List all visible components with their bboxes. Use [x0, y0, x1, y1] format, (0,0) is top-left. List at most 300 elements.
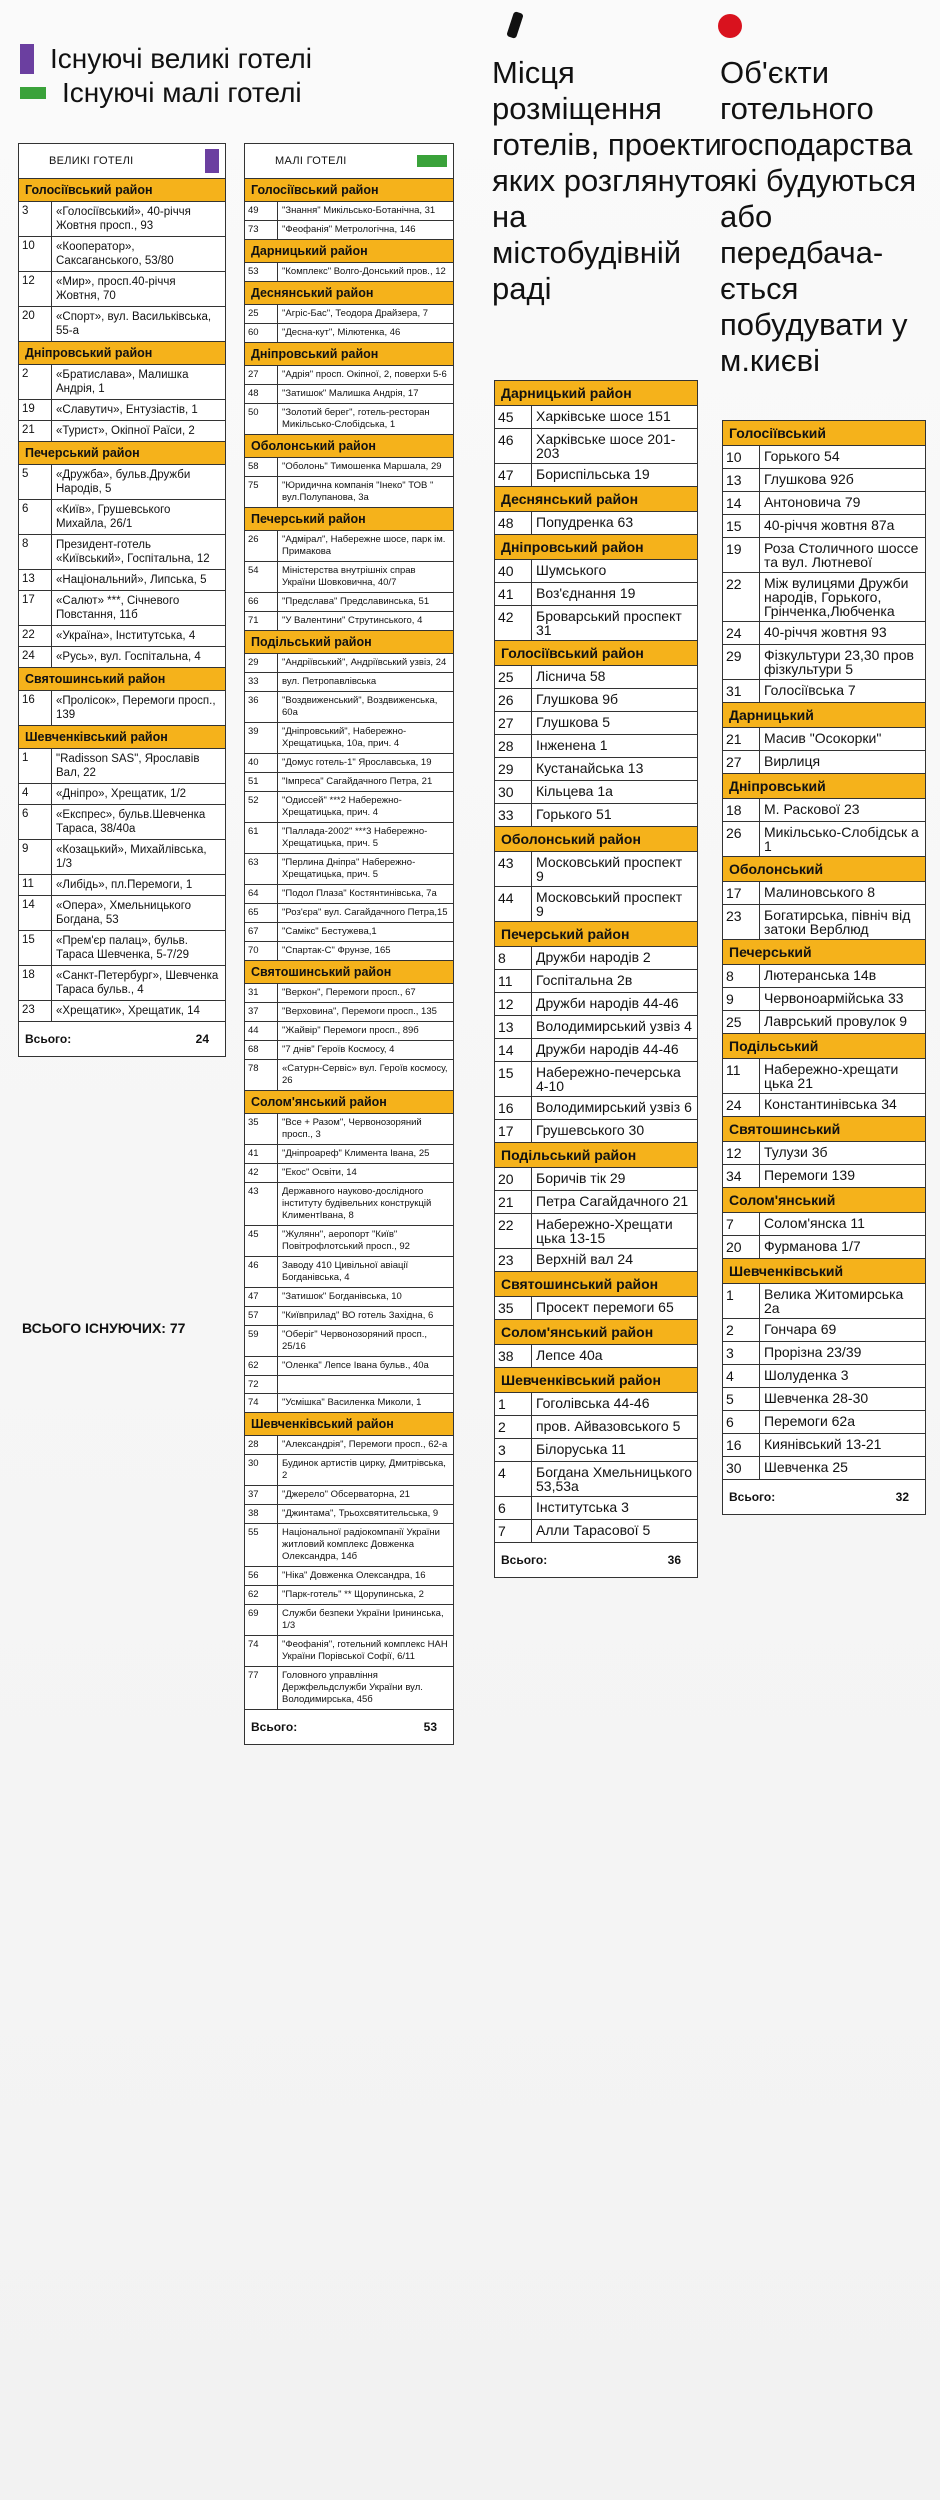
hotel-address: «Либідь», пл.Перемоги, 1 — [56, 879, 193, 891]
legend-small: Існуючі малі готелі — [62, 77, 302, 108]
pin-black-icon — [506, 11, 524, 39]
district-header: Оболонський — [723, 857, 925, 882]
table-row — [19, 805, 225, 840]
hotel-number: 20 — [495, 1168, 532, 1190]
hotel-number: 73 — [245, 221, 278, 239]
hotel-address: Грушевського 30 — [536, 1122, 645, 1138]
hotel-number: 43 — [245, 1183, 278, 1225]
table-row — [723, 1213, 925, 1236]
hotel-number: 65 — [245, 904, 278, 922]
hotel-address: Глушкова 92б — [764, 471, 854, 487]
district-header: Печерський — [723, 940, 925, 965]
hotel-number: 14 — [495, 1039, 532, 1061]
hotel-address: Володимирський узвіз 6 — [536, 1099, 692, 1115]
table-row — [495, 1345, 697, 1368]
table-title: ВЕЛИКІ ГОТЕЛІ — [49, 155, 134, 167]
table-row — [723, 822, 925, 857]
hotel-address: Заводу 410 Цивільної авіації Богданівська, 4 — [282, 1260, 409, 1283]
hotel-number: 16 — [495, 1097, 532, 1119]
table-row — [245, 1636, 453, 1667]
hotel-address: Велика Житомирська 2а — [764, 1286, 904, 1316]
hotel-number: 75 — [245, 477, 278, 507]
building-table — [722, 420, 926, 1515]
total-label: Всього: — [501, 1553, 548, 1567]
table-row — [723, 469, 925, 492]
total-label: Всього: — [729, 1490, 776, 1504]
district-header: Деснянський район — [495, 487, 697, 512]
hotel-address: Перемоги 62а — [764, 1413, 856, 1429]
hotel-address: Микільсько-Слобідськ а 1 — [764, 824, 919, 854]
hotel-address — [278, 1376, 453, 1393]
hotel-number: 48 — [495, 512, 532, 534]
hotel-number: 11 — [495, 970, 532, 992]
hotel-number: 6 — [19, 805, 52, 839]
table-row — [245, 923, 453, 942]
hotel-address: Глушкова 9б — [536, 691, 619, 707]
hotel-address: "Подол Плаза" Костянтинівська, 7а — [282, 888, 437, 899]
table-row — [723, 751, 925, 774]
hotel-address: "Золотий берег", готель-ресторан Микільсько-Слобідська, 1 — [282, 407, 430, 430]
hotel-number: 41 — [245, 1145, 278, 1163]
hotel-address: «Братиславa», Малишка Андрія, 1 — [56, 369, 189, 395]
table-row — [245, 1145, 453, 1164]
hotel-address: «Кооператор», Саксаганського, 53/80 — [56, 241, 174, 267]
hotel-address: «Турист», Окіпної Раїси, 2 — [56, 425, 195, 437]
table-row — [245, 885, 453, 904]
hotel-address: Набережно-Хрещати цька 13-15 — [536, 1216, 673, 1246]
hotel-number: 74 — [245, 1636, 278, 1666]
hotel-number: 53 — [245, 263, 278, 281]
hotel-number: 1 — [19, 749, 52, 783]
hotel-address: М. Раскової 23 — [764, 801, 860, 817]
table-row — [245, 1326, 453, 1357]
hotel-address: «Київ», Грушевського Михайла, 26/1 — [56, 504, 171, 530]
hotel-number: 17 — [19, 591, 52, 625]
table-row — [495, 758, 697, 781]
hotel-number: 30 — [245, 1455, 278, 1485]
table-row — [245, 1524, 453, 1567]
hotel-number: 58 — [245, 458, 278, 476]
hotel-number: 52 — [245, 792, 278, 822]
hotel-address: «Прем'єр палац», бульв. Тараса Шевченка, 5-7/29 — [56, 935, 189, 961]
hotel-number: 16 — [19, 691, 52, 725]
hotel-number: 78 — [245, 1060, 278, 1090]
district-header: Оболонський район — [245, 435, 453, 458]
reviewed-heading: Місця розміщення готелів, проекти яких розглянуто на містобудівній раді — [492, 55, 722, 306]
hotel-address: "Одиссей" ***2 Набережно-Хрещатицька, прич. 4 — [282, 795, 402, 818]
table-row — [245, 984, 453, 1003]
hotel-number: 33 — [245, 673, 278, 691]
hotel-number: 47 — [245, 1288, 278, 1306]
hotel-number: 60 — [245, 324, 278, 342]
hotel-number: 30 — [723, 1457, 760, 1479]
hotel-address: "Комплекс" Волго-Донський пров., 12 — [282, 266, 446, 277]
hotel-address: "Оберіг" Червонозоряний просп., 25/16 — [282, 1329, 428, 1352]
table-row — [245, 754, 453, 773]
table-row — [19, 570, 225, 591]
hotel-address: "Radisson SAS", Ярославів Вал, 22 — [56, 753, 200, 779]
table-row — [495, 852, 697, 887]
hotel-address: "Все + Разом", Червонозоряний просп., 3 — [282, 1117, 422, 1140]
hotel-number: 17 — [723, 882, 760, 904]
table-row — [723, 1319, 925, 1342]
table-row — [19, 691, 225, 726]
hotel-number: 2 — [723, 1319, 760, 1341]
table-row — [245, 1060, 453, 1091]
table-row — [19, 500, 225, 535]
table-row — [245, 773, 453, 792]
table-row — [245, 1394, 453, 1413]
table-row — [723, 905, 925, 940]
table-row — [495, 1249, 697, 1272]
table-row — [495, 1016, 697, 1039]
hotel-number: 72 — [245, 1376, 278, 1393]
hotel-number: 37 — [245, 1486, 278, 1504]
hotel-address: Солом'янска 11 — [764, 1215, 865, 1231]
table-row — [723, 538, 925, 573]
hotel-number: 56 — [245, 1567, 278, 1585]
hotel-address: Шолуденка 3 — [764, 1367, 849, 1383]
hotel-address: "Затишок" Богданівська, 10 — [282, 1291, 402, 1302]
table-row — [245, 1436, 453, 1455]
district-header: Шевченківський район — [19, 726, 225, 749]
table-row — [723, 446, 925, 469]
hotel-number: 38 — [245, 1505, 278, 1523]
hotel-address: Шумського — [536, 562, 607, 578]
hotel-address: «Салют» ***, Січневого Повстання, 11б — [56, 595, 180, 621]
district-header: Подільський — [723, 1034, 925, 1059]
table-row — [495, 1393, 697, 1416]
hotel-number: 14 — [19, 896, 52, 930]
hotel-number: 14 — [723, 492, 760, 514]
hotel-address: «Сатурн-Сервіс» вул. Героїв космосу, 26 — [282, 1063, 448, 1086]
hotel-address: 40-річчя жовтня 87а — [764, 517, 895, 533]
district-header: Дарницький район — [495, 381, 697, 406]
table-row — [19, 626, 225, 647]
hotel-number: 57 — [245, 1307, 278, 1325]
table-row — [19, 237, 225, 272]
hotel-number: 15 — [19, 931, 52, 965]
hotel-address: "Андріївський", Андріївський узвіз, 24 — [282, 657, 447, 668]
hotel-address: "Перлина Дніпра" Набережно-Хрещатицька, прич. 5 — [282, 857, 416, 880]
hotel-address: Дружби народів 44-46 — [536, 995, 679, 1011]
hotel-address: Набережно-хрещати цька 21 — [764, 1061, 899, 1091]
table-row — [245, 1505, 453, 1524]
table-row — [495, 689, 697, 712]
hotel-address: «Голосіївський», 40-річчя Жовтня просп., 93 — [56, 206, 191, 232]
table-row — [495, 1520, 697, 1543]
hotel-number: 8 — [723, 965, 760, 987]
district-header: Печерський район — [245, 508, 453, 531]
hotel-address: "Спартак-С" Фрунзе, 165 — [282, 945, 391, 956]
hotel-address: Головного управління Держфельдслужби України вул. Володимирська, 45б — [282, 1670, 423, 1705]
district-header: Деснянський район — [245, 282, 453, 305]
hotel-address: «Мир», просп.40-річчя Жовтня, 70 — [56, 276, 176, 302]
hotel-address: Між вулицями Дружби народів, Горького, Грінченка,Любченка — [764, 575, 909, 619]
hotel-address: "Домус готель-1" Ярославська, 19 — [282, 757, 432, 768]
hotel-number: 66 — [245, 593, 278, 611]
hotel-address: «Опера», Хмельницького Богдана, 53 — [56, 900, 192, 926]
hotel-address: "Оболонь" Тимошенка Маршала, 29 — [282, 461, 442, 472]
hotel-number: 5 — [723, 1388, 760, 1410]
hotel-address: "Екос" Освіти, 14 — [282, 1167, 357, 1178]
table-row — [495, 1191, 697, 1214]
large-hotels-table — [18, 143, 226, 1057]
hotel-address: Міністерства внутрішніх справ України Шовковична, 40/7 — [282, 565, 416, 588]
hotel-address: Киянівський 13-21 — [764, 1436, 882, 1452]
hotel-address: "Джинтама", Трьохсвятительська, 9 — [282, 1508, 439, 1519]
hotel-address: "Жайвір" Перемоги просп., 89б — [282, 1025, 419, 1036]
table-row — [19, 1001, 225, 1022]
hotel-number: 67 — [245, 923, 278, 941]
table-row — [723, 799, 925, 822]
table-row — [245, 1357, 453, 1376]
district-header: Дніпровський — [723, 774, 925, 799]
district-header: Подільський район — [245, 631, 453, 654]
table-row — [19, 202, 225, 237]
hotel-address: "Дніпровський", Набережно-Хрещатицька, 10а, прич. 4 — [282, 726, 407, 749]
legend — [20, 42, 312, 110]
hotel-number: 50 — [245, 404, 278, 434]
table-row — [19, 400, 225, 421]
hotel-number: 12 — [495, 993, 532, 1015]
hotel-address: Тулузи 3б — [764, 1144, 828, 1160]
hotel-number: 45 — [245, 1226, 278, 1256]
hotel-address: пров. Айвазовського 5 — [536, 1418, 681, 1434]
hotel-number: 23 — [495, 1249, 532, 1271]
district-header: Голосіївський район — [495, 641, 697, 666]
hotel-address: "Адрія" просп. Окіпної, 2, поверхи 5-6 — [282, 369, 447, 380]
district-header: Шевченківський район — [245, 1413, 453, 1436]
hotel-address: "Десна-кут", Мілютенка, 46 — [282, 327, 401, 338]
hotel-number: 43 — [495, 852, 532, 886]
hotel-number: 6 — [495, 1497, 532, 1519]
hotel-address: Національної радіокомпанії України житловий комплекс Довженка Олександра, 14б — [282, 1527, 440, 1562]
hotel-number: 12 — [723, 1142, 760, 1164]
hotel-number: 63 — [245, 854, 278, 884]
hotel-number: 19 — [19, 400, 52, 420]
table-row — [495, 1439, 697, 1462]
hotel-address: "Усмішка" Василенка Миколи, 1 — [282, 1397, 422, 1408]
pin-red-icon — [718, 14, 742, 38]
total-value: 32 — [895, 1490, 909, 1504]
hotel-number: 77 — [245, 1667, 278, 1709]
table-row — [723, 1059, 925, 1094]
hotel-number: 1 — [495, 1393, 532, 1415]
hotel-address: Інженена 1 — [536, 737, 608, 753]
table-row — [19, 535, 225, 570]
hotel-number: 27 — [723, 751, 760, 773]
table-row — [495, 712, 697, 735]
hotel-number: 51 — [245, 773, 278, 791]
hotel-number: 18 — [723, 799, 760, 821]
hotel-address: Державного науково-дослідного інституту будівельних конструкцій КлиментІвана, 8 — [282, 1186, 432, 1221]
large-marker-icon — [205, 149, 219, 173]
hotel-number: 42 — [495, 606, 532, 640]
hotel-number: 23 — [723, 905, 760, 939]
hotel-number: 8 — [19, 535, 52, 569]
hotel-number: 70 — [245, 942, 278, 960]
hotel-address: Дружби народів 2 — [536, 949, 651, 965]
hotel-address: Голосіївська 7 — [764, 682, 856, 698]
hotel-address: Лісничa 58 — [536, 668, 606, 684]
hotel-number: 19 — [723, 538, 760, 572]
table-row — [245, 1164, 453, 1183]
table-row — [245, 654, 453, 673]
table-row — [245, 1605, 453, 1636]
hotel-address: «Україна», Інститутська, 4 — [56, 630, 196, 642]
hotel-number: 37 — [245, 1003, 278, 1021]
table-row — [245, 385, 453, 404]
hotel-number: 13 — [19, 570, 52, 590]
table-row — [723, 1142, 925, 1165]
hotel-address: Попудренка 63 — [536, 514, 634, 530]
table-row — [245, 612, 453, 631]
hotel-address: "Феофанія", готельний комплекс НАН України Порівської Софії, 6/11 — [282, 1639, 448, 1662]
hotel-number: 40 — [495, 560, 532, 582]
hotel-address: Богатирська, північ від затоки Верблюд — [764, 907, 911, 937]
hotel-number: 21 — [19, 421, 52, 441]
table-row — [245, 324, 453, 343]
hotel-number: 25 — [495, 666, 532, 688]
table-row — [245, 404, 453, 435]
hotel-address: Константинівська 34 — [764, 1096, 897, 1112]
hotel-number: 6 — [19, 500, 52, 534]
table-row — [245, 1022, 453, 1041]
hotel-number: 10 — [723, 446, 760, 468]
table-row — [723, 1165, 925, 1188]
hotel-number: 62 — [245, 1357, 278, 1375]
table-row — [245, 1257, 453, 1288]
table-row — [495, 1168, 697, 1191]
total-value: 24 — [195, 1032, 209, 1046]
table-row — [495, 583, 697, 606]
district-header: Дніпровський район — [495, 535, 697, 560]
table-row — [245, 562, 453, 593]
district-header: Шевченківський район — [495, 1368, 697, 1393]
table-row — [245, 792, 453, 823]
hotel-address: "Київприлад" ВО готель Західна, 6 — [282, 1310, 434, 1321]
hotel-address: Набережно-печерська 4-10 — [536, 1064, 681, 1094]
total-label: Всього: — [251, 1720, 298, 1734]
table-row — [495, 1462, 697, 1497]
hotel-address: Просект перемоги 65 — [536, 1299, 674, 1315]
hotel-address: Володимирський узвіз 4 — [536, 1018, 692, 1034]
table-row — [723, 1388, 925, 1411]
district-header: Дніпровський район — [19, 342, 225, 365]
hotel-address: "Жулянн", аеропорт "Київ" Повітрофлотський просп., 92 — [282, 1229, 410, 1252]
table-row — [19, 966, 225, 1001]
hotel-number: 26 — [723, 822, 760, 856]
hotel-address: Петра Сагайдачного 21 — [536, 1193, 689, 1209]
table-row — [245, 1114, 453, 1145]
table-row — [245, 692, 453, 723]
hotel-number: 4 — [19, 784, 52, 804]
table-row — [723, 882, 925, 905]
hotel-number: 9 — [19, 840, 52, 874]
hotel-number: 11 — [19, 875, 52, 895]
hotel-number: 49 — [245, 202, 278, 220]
hotel-number: 36 — [245, 692, 278, 722]
hotel-address: Кільцева 1а — [536, 783, 613, 799]
hotel-number: 9 — [723, 988, 760, 1010]
district-header: Дарницький — [723, 703, 925, 728]
hotel-address: Інститутська 3 — [536, 1499, 629, 1515]
hotel-number: 22 — [723, 573, 760, 621]
table-row — [495, 1120, 697, 1143]
hotel-address: Горького 51 — [536, 806, 612, 822]
hotel-number: 4 — [723, 1365, 760, 1387]
hotel-address: Президент-готель «Київський», Госпітальна, 12 — [56, 539, 210, 565]
hotel-address: Гоголівська 44-46 — [536, 1395, 650, 1411]
table-row — [245, 1455, 453, 1486]
table-row — [723, 988, 925, 1011]
hotel-number: 55 — [245, 1524, 278, 1566]
table-row — [495, 406, 697, 429]
table-row — [245, 366, 453, 385]
table-row — [495, 1297, 697, 1320]
table-row — [245, 1226, 453, 1257]
hotel-address: Фурманова 1/7 — [764, 1238, 861, 1254]
table-row — [245, 593, 453, 612]
district-header: Святошинський район — [495, 1272, 697, 1297]
hotel-address: "Затишок" Малишка Андрія, 17 — [282, 388, 419, 399]
hotel-number: 34 — [723, 1165, 760, 1187]
table-row — [245, 531, 453, 562]
hotel-address: Вирлиця — [764, 753, 821, 769]
hotel-address: «Дніпро», Хрещатик, 1/2 — [56, 788, 187, 800]
hotel-number: 24 — [19, 647, 52, 667]
table-row — [245, 477, 453, 508]
small-marker-icon — [417, 155, 447, 167]
hotel-address: "Верховина", Перемоги просп., 135 — [282, 1006, 437, 1017]
table-row — [495, 1097, 697, 1120]
table-row — [495, 1497, 697, 1520]
table-row — [495, 970, 697, 993]
hotel-address: "Феофанія" Метрологічна, 146 — [282, 224, 416, 235]
hotel-address: Госпітальна 2в — [536, 972, 633, 988]
table-row — [495, 429, 697, 464]
table-header — [19, 144, 225, 179]
district-header: Солом'янський район — [495, 1320, 697, 1345]
district-header: Шевченківський — [723, 1259, 925, 1284]
hotel-number: 33 — [495, 804, 532, 826]
hotel-address: Харківське шосе 201-203 — [536, 431, 676, 461]
hotel-number: 61 — [245, 823, 278, 853]
hotel-address: Антоновича 79 — [764, 494, 861, 510]
district-header: Святошинський район — [19, 668, 225, 691]
hotel-number: 44 — [495, 887, 532, 921]
table-row — [723, 573, 925, 622]
district-header: Солом'янський — [723, 1188, 925, 1213]
hotel-address: Лютеранська 14в — [764, 967, 877, 983]
table-row — [245, 1307, 453, 1326]
hotel-address: «Спорт», вул. Васильківська, 55-а — [56, 311, 212, 337]
hotel-number: 68 — [245, 1041, 278, 1059]
table-row — [723, 1284, 925, 1319]
hotel-number: 40 — [245, 754, 278, 772]
hotel-address: "Імпреса" Сагайдачного Петра, 21 — [282, 776, 433, 787]
district-header: Святошинський — [723, 1117, 925, 1142]
hotel-number: 26 — [495, 689, 532, 711]
hotel-address: "Ніка" Довженка Олександра, 16 — [282, 1570, 426, 1581]
table-row — [495, 1062, 697, 1097]
table-title: МАЛІ ГОТЕЛІ — [275, 155, 347, 167]
table-row — [245, 1376, 453, 1394]
hotel-number: 3 — [495, 1439, 532, 1461]
hotel-number: 47 — [495, 464, 532, 486]
hotel-address: Лаврський провулок 9 — [764, 1013, 908, 1029]
